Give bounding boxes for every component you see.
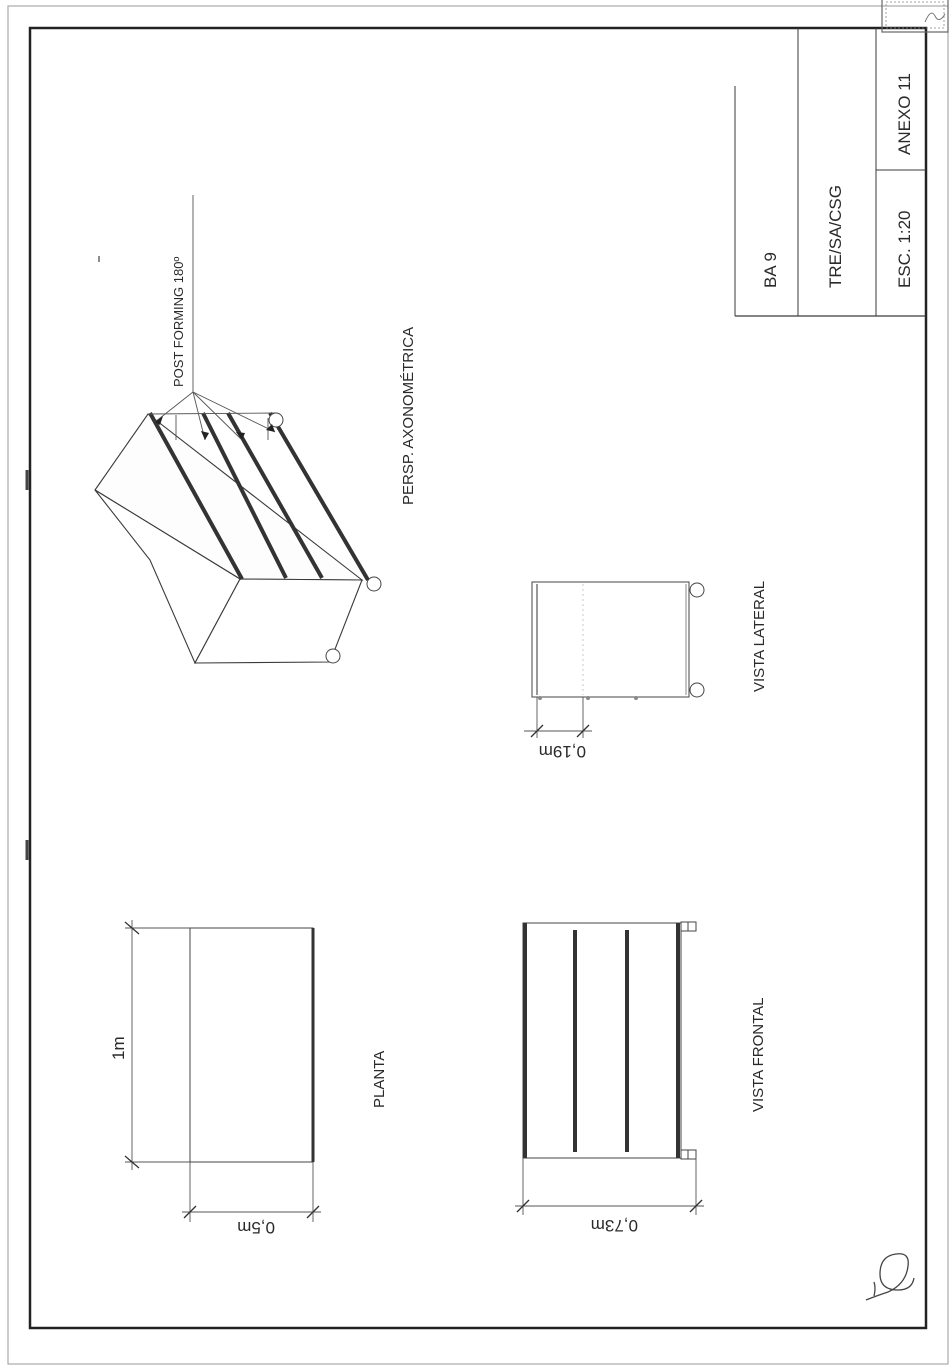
axonometric-label: PERSP. AXONOMÉTRICA [400,326,417,505]
signature-mark [866,1254,914,1300]
drawing-border [30,28,926,1328]
plan-view [125,920,321,1222]
dimension-plan-width: 0,5m [237,1218,275,1237]
lateral-label: VISTA LATERAL [751,580,768,692]
dimension-plan-length: 1m [109,1036,128,1060]
frontal-view [515,922,704,1215]
title-scale: ESC. 1:20 [895,210,914,288]
lateral-view [524,582,704,738]
paper-edge [8,6,948,1364]
post-forming-note: POST FORMING 180º [171,256,186,387]
title-code: BA 9 [761,252,780,288]
title-annex: ANEXO 11 [895,73,914,155]
title-org: TRE/SA/CSG [826,185,845,288]
axonometric-view [95,195,381,663]
plan-label: PLANTA [371,1050,388,1108]
dimension-width: 0,73m [590,1216,638,1235]
frontal-label: VISTA FRONTAL [750,997,767,1112]
dimension-depth: 0,19m [538,742,586,761]
